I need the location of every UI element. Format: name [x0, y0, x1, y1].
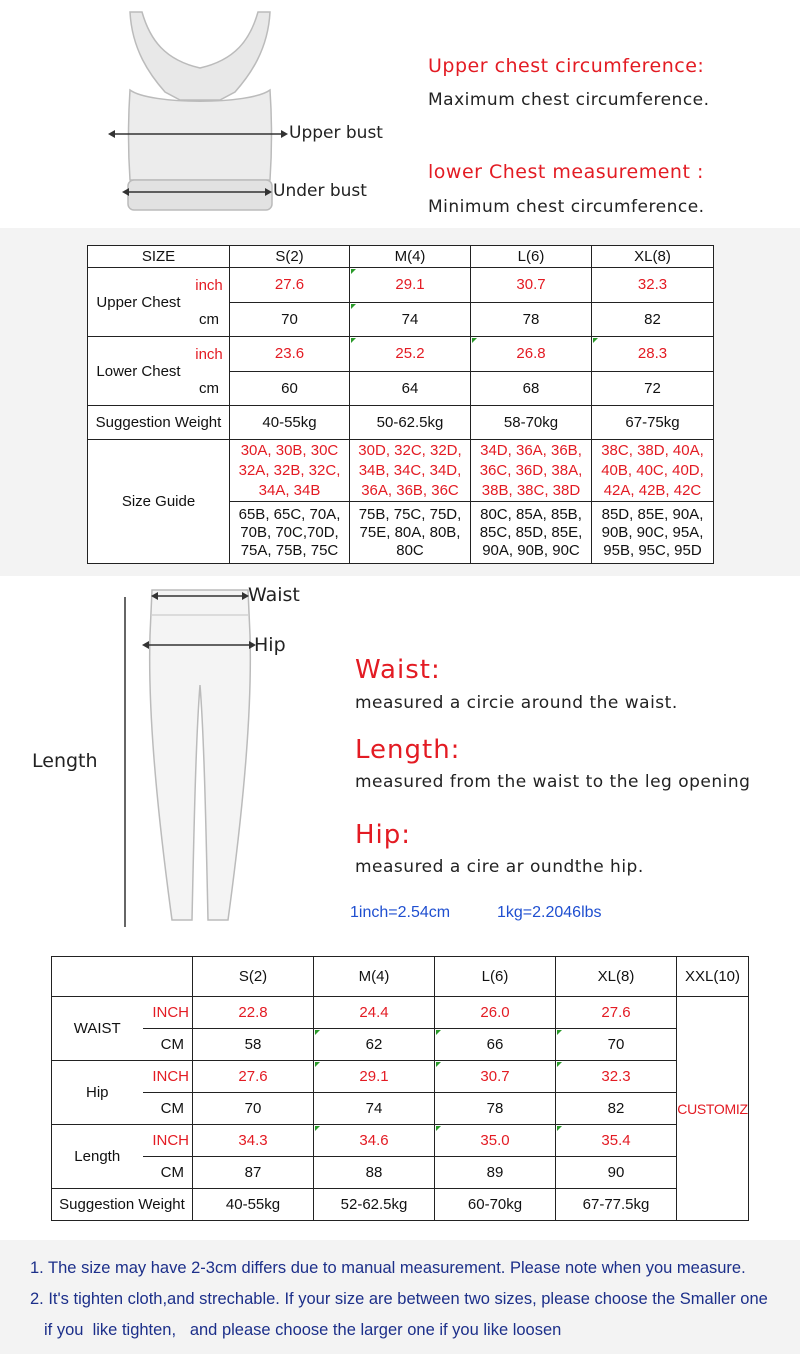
table-cell: 64	[350, 371, 471, 406]
table-cell: 74	[350, 302, 471, 337]
table-cell: 29.1	[314, 1061, 435, 1093]
table-cell: 67-75kg	[592, 406, 714, 440]
table-cell: 78	[471, 302, 592, 337]
bust-arrows	[108, 124, 288, 204]
hip-title: Hip:	[355, 820, 412, 850]
weight-label: Suggestion Weight	[52, 1189, 193, 1221]
table-cell: 60	[230, 371, 350, 406]
waist-title: Waist:	[355, 655, 441, 685]
size-header: SIZE	[88, 246, 230, 268]
guide-black-cell: 75B, 75C, 75D, 75E, 80A, 80B, 80C	[350, 502, 471, 564]
note-line-3: if you like tighten, and please choose the larger one if you like loosen	[44, 1321, 562, 1339]
table-cell: 28.3	[592, 337, 714, 372]
table-cell: 24.4	[314, 997, 435, 1029]
waist-label: WAIST	[52, 997, 143, 1061]
table-cell: 52-62.5kg	[314, 1189, 435, 1221]
table-cell: 25.2	[350, 337, 471, 372]
table-cell: 40-55kg	[193, 1189, 314, 1221]
upper-bust-label: Upper bust	[289, 123, 383, 143]
guide-red-cell: 38C, 38D, 40A, 40B, 40C, 40D, 42A, 42B, 42C	[592, 440, 714, 502]
length-title: Length:	[355, 735, 461, 765]
lower-chest-cell	[88, 337, 230, 406]
length-row-label: Length	[52, 1125, 143, 1189]
table-cell: 40-55kg	[230, 406, 350, 440]
table-cell: 35.0	[435, 1125, 556, 1157]
size-col: M(4)	[350, 246, 471, 268]
table-cell: 87	[193, 1157, 314, 1189]
table-cell: 32.3	[556, 1061, 677, 1093]
unit-inch: INCH	[143, 1061, 193, 1093]
table-cell: 70	[193, 1093, 314, 1125]
length-text: measured from the waist to the leg opening	[355, 772, 751, 792]
size-col: XL(8)	[556, 957, 677, 997]
table-cell: 35.4	[556, 1125, 677, 1157]
unit-inch: INCH	[143, 1125, 193, 1157]
table-cell: 58	[193, 1029, 314, 1061]
waist-label: Waist	[248, 584, 300, 606]
table-cell: 50-62.5kg	[350, 406, 471, 440]
unit-inch: INCH	[143, 997, 193, 1029]
size-col: XXL(10)	[677, 957, 749, 997]
unit-inch: inch	[195, 276, 223, 294]
table-cell: 72	[592, 371, 714, 406]
table-cell: 22.8	[193, 997, 314, 1029]
table-cell: 60-70kg	[435, 1189, 556, 1221]
table-cell: 67-77.5kg	[556, 1189, 677, 1221]
table-cell: 27.6	[556, 997, 677, 1029]
table-cell: 26.8	[471, 337, 592, 372]
table-cell: 32.3	[592, 268, 714, 303]
table-cell: 90	[556, 1157, 677, 1189]
upper-chest-label: Upper Chest	[96, 293, 181, 311]
empty-header	[52, 957, 193, 997]
pants-size-table	[51, 956, 749, 1221]
length-label: Length	[32, 750, 98, 772]
table-cell: 78	[435, 1093, 556, 1125]
upper-chest-desc: Maximum chest circumference.	[428, 90, 710, 110]
size-col: S(2)	[193, 957, 314, 997]
table-cell: 26.0	[435, 997, 556, 1029]
table-cell: 74	[314, 1093, 435, 1125]
guide-red-cell: 30A, 30B, 30C 32A, 32B, 32C, 34A, 34B	[230, 440, 350, 502]
size-guide-label: Size Guide	[88, 440, 230, 564]
conversion-inch: 1inch=2.54cm	[350, 904, 451, 921]
unit-cm: CM	[143, 1029, 193, 1061]
table-cell: 23.6	[230, 337, 350, 372]
note-line-2: 2. It's tighten cloth,and strechable. If your size are between two sizes, please choose the Smaller one	[30, 1290, 768, 1308]
table-cell: 66	[435, 1029, 556, 1061]
size-col: M(4)	[314, 957, 435, 997]
table-cell: 30.7	[435, 1061, 556, 1093]
conversion-kg: 1kg=2.2046lbs	[497, 904, 602, 921]
size-col: L(6)	[435, 957, 556, 997]
guide-black-cell: 80C, 85A, 85B, 85C, 85D, 85E, 90A, 90B, 90C	[471, 502, 592, 564]
lower-chest-label: Lower Chest	[96, 362, 181, 380]
unit-inch: inch	[195, 345, 223, 363]
hip-label: Hip	[254, 634, 286, 656]
unit-cm: cm	[199, 379, 219, 397]
weight-label: Suggestion Weight	[88, 406, 230, 440]
upper-chest-cell	[88, 268, 230, 337]
size-col: L(6)	[471, 246, 592, 268]
size-col: S(2)	[230, 246, 350, 268]
table-cell: 82	[592, 302, 714, 337]
hip-label: Hip	[52, 1061, 143, 1125]
size-col: XL(8)	[592, 246, 714, 268]
lower-chest-desc: Minimum chest circumference.	[428, 197, 705, 217]
table-cell: 30.7	[471, 268, 592, 303]
table-cell: 70	[556, 1029, 677, 1061]
lower-chest-title: lower Chest measurement :	[428, 161, 704, 183]
table-cell: 27.6	[193, 1061, 314, 1093]
guide-black-cell: 65B, 65C, 70A, 70B, 70C,70D, 75A, 75B, 75C	[230, 502, 350, 564]
guide-red-cell: 34D, 36A, 36B, 36C, 36D, 38A, 38B, 38C, 38D	[471, 440, 592, 502]
hip-text: measured a cire ar oundthe hip.	[355, 857, 644, 877]
guide-red-cell: 30D, 32C, 32D, 34B, 34C, 34D, 36A, 36B, 36C	[350, 440, 471, 502]
table-cell: 58-70kg	[471, 406, 592, 440]
under-bust-label: Under bust	[273, 181, 367, 201]
waist-text: measured a circie around the waist.	[355, 693, 678, 713]
table-cell: 34.6	[314, 1125, 435, 1157]
table-cell: 82	[556, 1093, 677, 1125]
upper-chest-title: Upper chest circumference:	[428, 55, 705, 77]
table-cell: 62	[314, 1029, 435, 1061]
table-cell: 88	[314, 1157, 435, 1189]
leggings-illustration	[100, 575, 310, 935]
unit-cm: cm	[199, 310, 219, 328]
guide-black-cell: 85D, 85E, 90A, 90B, 90C, 95A, 95B, 95C, 95D	[592, 502, 714, 564]
note-line-1: 1. The size may have 2-3cm differs due to manual measurement. Please note when you measure.	[30, 1259, 746, 1277]
customize-cell: CUSTOMIZ	[677, 997, 749, 1221]
table-cell: 29.1	[350, 268, 471, 303]
table-cell: 89	[435, 1157, 556, 1189]
unit-cm: CM	[143, 1157, 193, 1189]
unit-cm: CM	[143, 1093, 193, 1125]
table-cell: 34.3	[193, 1125, 314, 1157]
bra-size-table	[87, 245, 714, 564]
table-cell: 70	[230, 302, 350, 337]
table-cell: 27.6	[230, 268, 350, 303]
table-cell: 68	[471, 371, 592, 406]
